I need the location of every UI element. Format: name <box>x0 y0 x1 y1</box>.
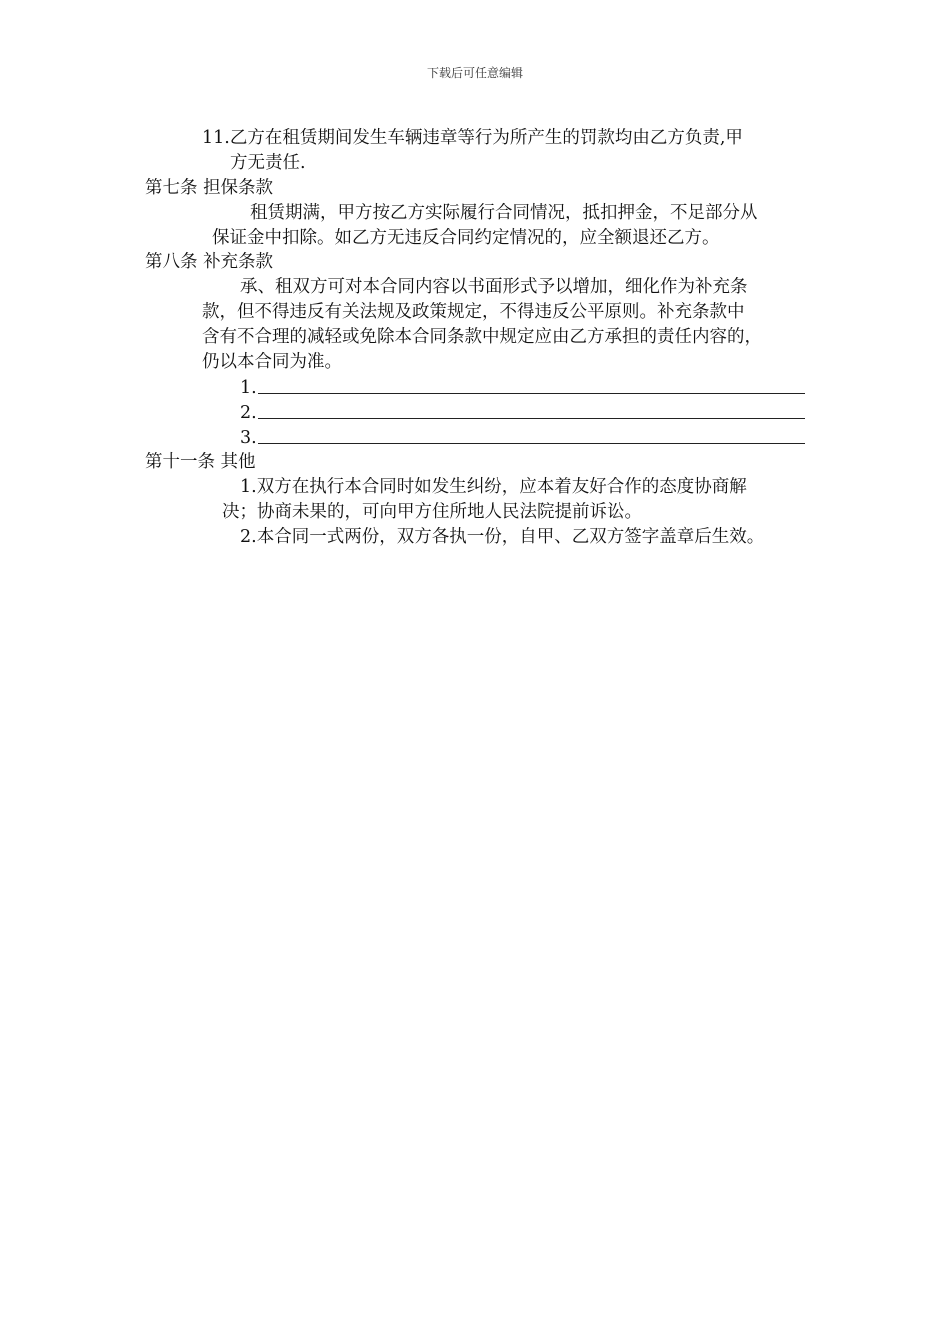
item-11-line-1: 11.乙方在租赁期间发生车辆违章等行为所产生的罚款均由乙方负责,甲 <box>202 128 743 148</box>
article-11-item-1-line-1: 1.双方在执行本合同时如发生纠纷，应本着友好合作的态度协商解 <box>240 477 747 497</box>
article-11-item-2: 2.本合同一式两份，双方各执一份，自甲、乙双方签字盖章后生效。 <box>240 527 765 547</box>
article-7-line-1: 租赁期满，甲方按乙方实际履行合同情况，抵扣押金，不足部分从 <box>250 203 758 223</box>
blank-line-3 <box>240 426 805 450</box>
fill-in-underline <box>258 418 805 419</box>
article-7-heading: 第七条 担保条款 <box>145 178 274 198</box>
article-7-line-2: 保证金中扣除。如乙方无违反合同约定情况的，应全额退还乙方。 <box>212 228 720 248</box>
article-8-line-3: 含有不合理的减轻或免除本合同条款中规定应由乙方承担的责任内容的， <box>202 327 762 347</box>
blank-line-number: 2. <box>240 403 257 423</box>
item-11-line-2: 方无责任. <box>230 153 306 173</box>
article-8-line-2: 款，但不得违反有关法规及政策规定，不得违反公平原则。补充条款中 <box>202 302 745 322</box>
page-header: 下载后可任意编辑 <box>426 66 523 80</box>
blank-line-1 <box>240 376 805 400</box>
blank-line-2 <box>240 401 805 425</box>
article-8-heading: 第八条 补充条款 <box>145 252 274 272</box>
blank-line-number: 1. <box>240 378 257 398</box>
blank-line-number: 3. <box>240 428 257 448</box>
article-8-line-1: 承、租双方可对本合同内容以书面形式予以增加，细化作为补充条 <box>240 277 748 297</box>
article-8-line-4: 仍以本合同为准。 <box>202 352 342 372</box>
fill-in-underline <box>258 393 805 394</box>
fill-in-underline <box>258 443 805 444</box>
article-11-item-1-line-2: 决；协商未果的，可向甲方住所地人民法院提前诉讼。 <box>222 502 642 522</box>
article-11-heading: 第十一条 其他 <box>145 452 256 472</box>
